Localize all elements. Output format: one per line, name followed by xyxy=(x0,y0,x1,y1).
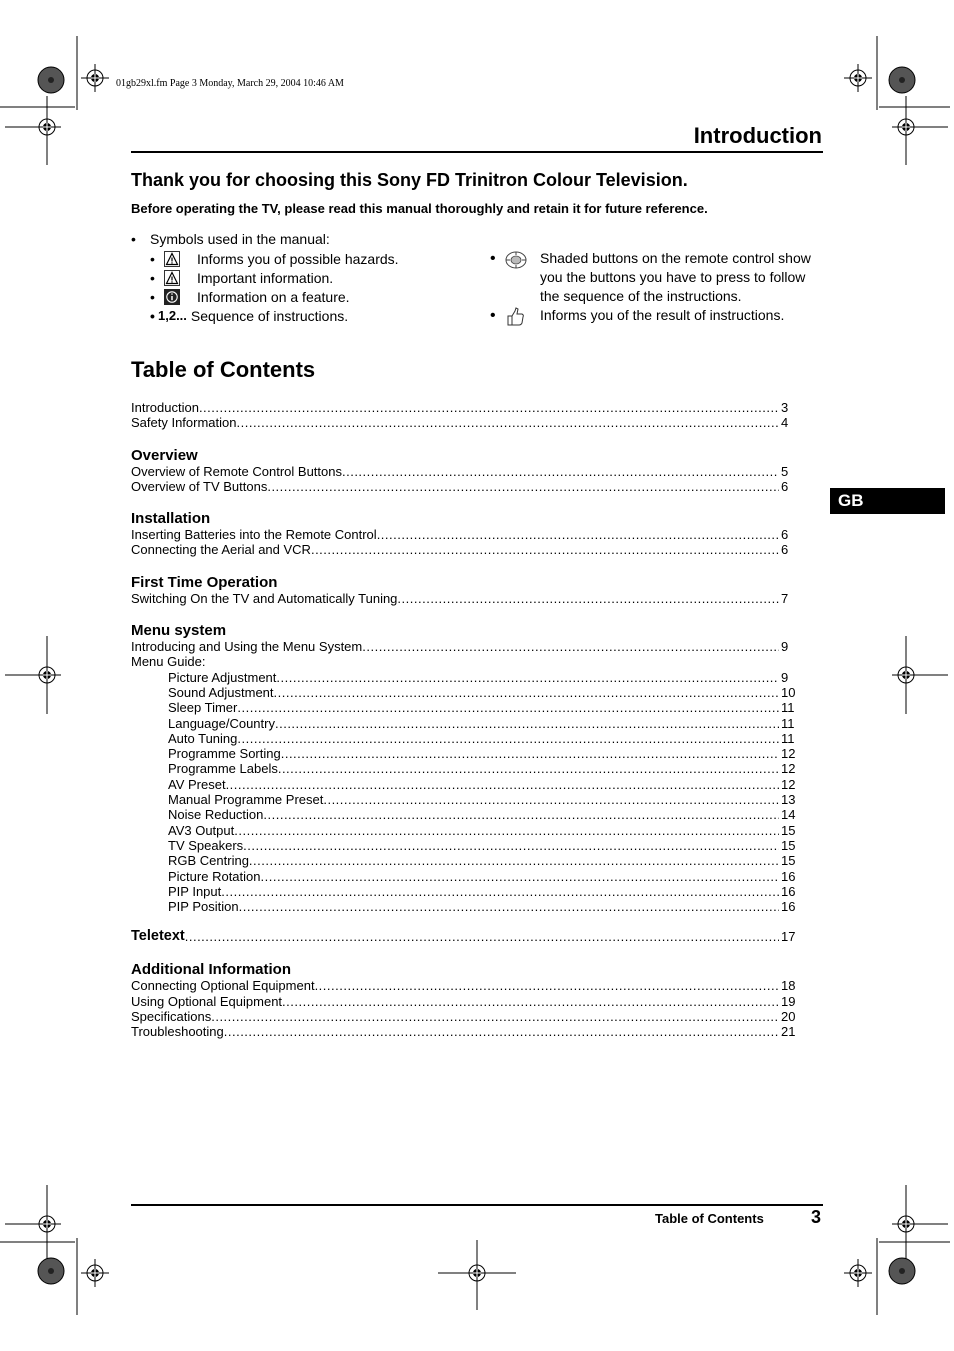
symbol-text: Important information. xyxy=(197,269,334,286)
symbols-left-list xyxy=(150,249,399,325)
toc-entry-label: Inserting Batteries into the Remote Control xyxy=(131,527,377,543)
toc-entry-label: Teletext xyxy=(131,928,185,945)
bullet: • xyxy=(150,288,155,305)
toc-entry-label: RGB Centring xyxy=(168,853,249,869)
toc-section-heading: Additional Information xyxy=(131,961,291,979)
toc-entry[interactable] xyxy=(131,639,801,654)
sequence-label: 1,2... xyxy=(158,308,187,323)
toc-entry-page: 15 xyxy=(781,837,796,853)
toc-entry[interactable] xyxy=(131,777,801,792)
toc-entry-page: 10 xyxy=(781,684,796,700)
toc-entry[interactable] xyxy=(131,1024,801,1039)
toc-entry-page: 6 xyxy=(781,527,789,543)
page-number: 3 xyxy=(811,1207,822,1227)
toc-entry[interactable] xyxy=(131,685,801,700)
toc-entry-label: Overview of Remote Control Buttons xyxy=(131,463,342,479)
menu-guide-label: Menu Guide: xyxy=(131,654,206,670)
toc-entry[interactable] xyxy=(131,928,801,945)
toc-entry-page: 15 xyxy=(781,822,796,838)
symbol-item xyxy=(150,306,399,325)
toc-entry-label: Picture Rotation xyxy=(168,868,261,884)
toc-entry-label: PIP Input xyxy=(168,883,222,899)
toc-entry[interactable] xyxy=(131,978,801,993)
toc-entry-label: Connecting the Aerial and VCR xyxy=(131,542,311,558)
toc-entry[interactable] xyxy=(131,716,801,731)
symbol-item xyxy=(150,268,399,287)
toc-entry[interactable] xyxy=(131,731,801,746)
toc-entry-page: 12 xyxy=(781,761,796,777)
toc-title: Table of Contents xyxy=(131,357,316,382)
bullet: • xyxy=(150,269,155,286)
symbol-item xyxy=(490,306,825,327)
toc-entry[interactable] xyxy=(131,746,801,761)
bullet: • xyxy=(131,231,136,247)
toc-section-heading: First Time Operation xyxy=(131,573,278,591)
header-rule xyxy=(131,151,823,153)
bullet: • xyxy=(490,250,496,267)
footer-rule xyxy=(131,1204,823,1206)
toc-entry-page: 19 xyxy=(781,993,796,1009)
toc-entry[interactable] xyxy=(131,591,801,606)
toc-entry-page: 16 xyxy=(781,883,796,899)
toc-entry[interactable] xyxy=(131,400,801,415)
toc-entry-page: 18 xyxy=(781,978,796,994)
toc-entry-label: Auto Tuning xyxy=(168,730,238,746)
symbol-item xyxy=(150,249,399,268)
toc-entry-page: 9 xyxy=(781,639,789,655)
toc-entry-label: AV3 Output xyxy=(168,822,235,838)
toc-entry-page: 12 xyxy=(781,776,796,792)
toc-entry-page: 6 xyxy=(781,478,789,494)
toc-entry-label: Overview of TV Buttons xyxy=(131,478,268,494)
toc-entry-page: 12 xyxy=(781,746,796,762)
footer-section-label: Table of Contents xyxy=(655,1211,764,1226)
toc-section-heading: Overview xyxy=(131,446,198,464)
symbol-text: Informs you of possible hazards. xyxy=(197,250,399,267)
toc-entry-page: 9 xyxy=(781,669,789,685)
table-of-contents xyxy=(131,400,801,1040)
toc-entry[interactable] xyxy=(131,464,801,479)
toc-entry[interactable] xyxy=(131,884,801,899)
toc-entry-page: 11 xyxy=(781,715,795,731)
language-tab: GB xyxy=(830,488,945,514)
toc-entry[interactable] xyxy=(131,700,801,715)
toc-entry[interactable] xyxy=(131,869,801,884)
toc-entry-label: Language/Country xyxy=(168,715,275,731)
toc-entry[interactable] xyxy=(131,542,801,557)
toc-entry-label: Sound Adjustment xyxy=(168,684,274,700)
toc-entry-page: 21 xyxy=(781,1024,796,1040)
symbol-text: Sequence of instructions. xyxy=(190,307,349,324)
toc-entry-label: Programme Labels xyxy=(168,761,278,777)
symbol-item xyxy=(490,249,825,306)
important-warning-icon xyxy=(164,270,180,286)
toc-entry-page: 16 xyxy=(781,899,796,915)
toc-entry-label: Using Optional Equipment xyxy=(131,993,283,1009)
bullet: • xyxy=(490,307,496,324)
toc-entry-page: 15 xyxy=(781,853,796,869)
toc-entry[interactable] xyxy=(131,853,801,868)
symbols-intro-text: Symbols used in the manual: xyxy=(150,231,330,247)
toc-entry-page: 20 xyxy=(781,1009,796,1025)
toc-entry[interactable] xyxy=(131,994,801,1009)
toc-entry[interactable] xyxy=(131,807,801,822)
page-title: Introduction xyxy=(693,123,822,148)
toc-entry-label: Introduction xyxy=(131,400,199,415)
toc-entry-page: 14 xyxy=(781,807,796,823)
symbol-text: Shaded buttons on the remote control show you the buttons you have to press to follow the sequence of the instructions. xyxy=(540,250,811,304)
toc-entry-page: 11 xyxy=(781,730,795,746)
toc-entry-page: 6 xyxy=(781,542,789,558)
toc-entry-label: TV Speakers xyxy=(168,837,244,853)
toc-entry[interactable] xyxy=(131,527,801,542)
toc-entry[interactable] xyxy=(131,838,801,853)
symbol-item xyxy=(150,287,399,306)
print-header: 01gb29xl.fm Page 3 Monday, March 29, 2004 10:46 AM xyxy=(116,78,344,89)
symbols-intro xyxy=(131,231,330,247)
toc-entry[interactable] xyxy=(131,670,801,685)
toc-entry[interactable] xyxy=(131,1009,801,1024)
toc-section-heading: Menu system xyxy=(131,622,227,640)
toc-entry-page: 11 xyxy=(781,700,795,716)
toc-entry-label: Connecting Optional Equipment xyxy=(131,978,315,994)
toc-entry-label: PIP Position xyxy=(168,899,239,915)
toc-section-heading: Installation xyxy=(131,510,211,528)
toc-entry[interactable] xyxy=(131,479,801,494)
toc-entry-page: 16 xyxy=(781,868,796,884)
symbols-right-list xyxy=(490,249,825,327)
toc-entry-page: 7 xyxy=(781,590,789,606)
symbol-text: Information on a feature. xyxy=(197,288,350,305)
toc-entry-label: Troubleshooting xyxy=(131,1024,224,1040)
toc-entry-label: Programme Sorting xyxy=(168,746,281,762)
toc-entry[interactable] xyxy=(131,823,801,838)
toc-entry-page: 5 xyxy=(781,463,789,479)
toc-entry-label: Sleep Timer xyxy=(168,700,238,716)
toc-entry-label: Introducing and Using the Menu System xyxy=(131,639,363,655)
subheadline: Before operating the TV, please read this manual thoroughly and retain it for future reference. xyxy=(131,201,708,216)
toc-entry-page: 4 xyxy=(781,415,789,431)
toc-entry-label: Manual Programme Preset xyxy=(168,792,324,808)
toc-entry[interactable] xyxy=(131,415,801,430)
toc-entry[interactable] xyxy=(131,899,801,914)
bullet: • xyxy=(150,250,155,267)
info-icon xyxy=(164,289,180,305)
toc-entry-label: Picture Adjustment xyxy=(168,669,277,685)
shaded-button-icon xyxy=(504,250,528,270)
toc-entry-label: Safety Information xyxy=(131,415,237,431)
toc-entry-label: Specifications xyxy=(131,1009,212,1025)
toc-entry-label: Switching On the TV and Automatically Tuning xyxy=(131,590,398,606)
thumbs-up-icon xyxy=(504,307,526,327)
toc-entry-label: Noise Reduction xyxy=(168,807,264,823)
hazard-warning-icon xyxy=(164,251,180,267)
toc-entry-page: 13 xyxy=(781,792,796,808)
toc-entry[interactable] xyxy=(131,792,801,807)
headline: Thank you for choosing this Sony FD Trinitron Colour Television. xyxy=(131,170,688,190)
symbol-text: Informs you of the result of instructions. xyxy=(540,307,785,323)
toc-entry-page: 3 xyxy=(781,400,789,415)
toc-entry-label: AV Preset xyxy=(168,776,226,792)
bullet: • xyxy=(150,307,155,324)
toc-entry[interactable] xyxy=(131,761,801,776)
toc-entry-page: 17 xyxy=(781,929,796,945)
